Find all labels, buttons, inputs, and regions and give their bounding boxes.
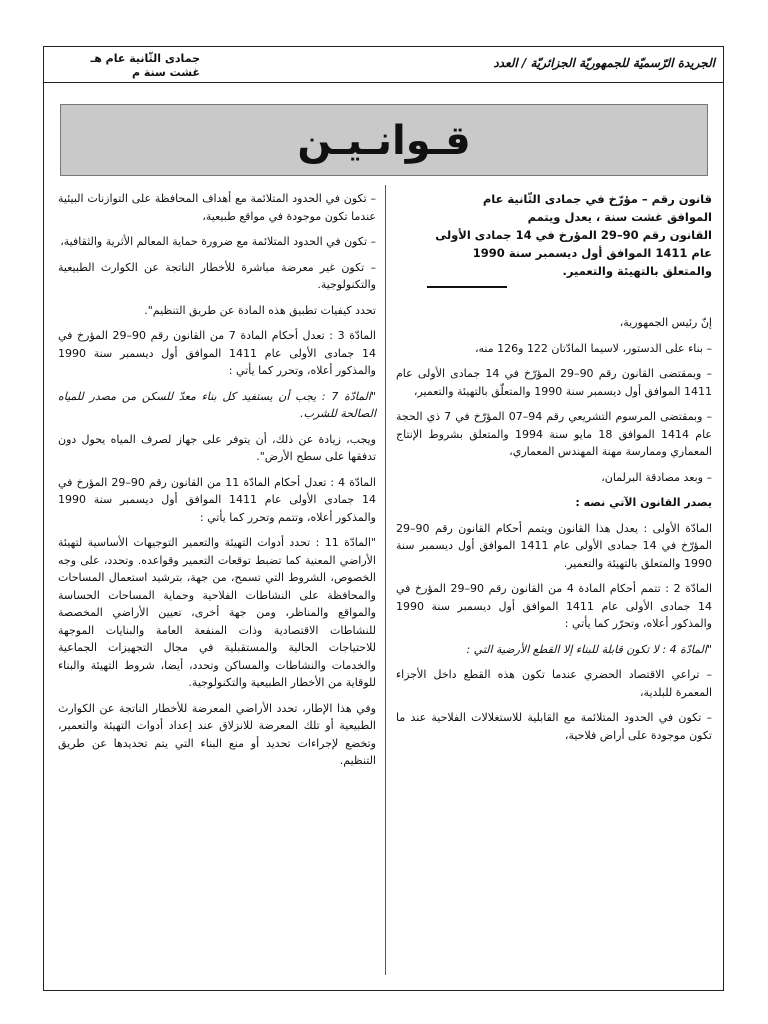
article-paragraph: – تكون غير معرضة مباشرة للأخطار الناتجة عن الكوارث الطبيعية والتكنولوجية.: [58, 260, 376, 291]
law-title: [396, 190, 712, 280]
law-title-line: والمتعلق بالتهيئة والتعمير.: [562, 264, 712, 278]
article-paragraph: المادّة 3 : تعدل أحكام المادة 7 من القانون رقم 90–29 المؤرخ في 14 جمادى الأولى عام 1411 الموافق أول ديسمبر سنة 1990 والمذكور أعلاه، وتحرر كما يأتي :: [58, 329, 376, 377]
law-title-line: عام 1411 الموافق أول ديسمبر سنة 1990: [472, 246, 712, 260]
preamble-line: – وبمقتضى المرسوم التشريعي رقم 94–07 المؤرّخ في 7 ذي الحجة عام 1414 الموافق 18 مايو سنة 1994 والمتعلق بشروط الإنتاج المعماري وممارسة مهنة المهندس المعماري،: [396, 410, 712, 458]
article-paragraph: المادّة الأولى : يعدل هذا القانون ويتمم أحكام القانون رقم 90–29 المؤرّخ في 14 جمادى الأولى عام 1411 الموافق أول ديسمبر سنة 1990 والمتعلق بالتهيئة والتعمير.: [396, 521, 712, 570]
header-date-hijri: جمادى الثّانية عام هـ: [90, 52, 200, 65]
section-banner: [60, 104, 708, 176]
column-divider: [385, 185, 386, 975]
article-paragraph: وفي هذا الإطار، تحدد الأراضي المعرضة للأخطار الناتجة عن الكوارث الطبيعية أو تلك المعرضة للانزلاق عند إعداد أدوات التهيئة والتعمير، وتخضع لإجراءات تحديد أو منع البناء التي يتم تحديدها عن طريق التنظيم.: [58, 701, 376, 767]
preamble-line: – بناء على الدستور، لاسيما المادّتان 122 و126 منه،: [474, 341, 712, 355]
header-date: [70, 52, 200, 80]
journal-title: الجريدة الرّسميّة للجمهوريّة الجزائريّة / العدد: [493, 56, 715, 70]
title-separator: [427, 286, 507, 288]
promulgation-line: يصدر القانون الآتي نصه :: [575, 496, 712, 509]
article-quote: "المادّة 4 : لا تكون قابلة للبناء إلا القطع الأرضية التي :: [466, 642, 712, 656]
preamble-line: إنّ رئيس الجمهورية،: [619, 316, 712, 329]
article-paragraph: – تكون في الحدود المتلائمة مع أهداف المحافظة على التوازنات البيئية عندما تكون موجودة في مواقع طبيعية،: [58, 192, 376, 223]
preamble-line: – وبعد مصادقة البرلمان،: [601, 470, 712, 484]
section-title: قـوانـيـن: [297, 118, 471, 164]
law-title-line: القانون رقم 90–29 المؤرخ في 14 جمادى الأولى: [435, 228, 712, 242]
article-paragraph: المادّة 2 : تتمم أحكام المادة 4 من القانون رقم 90–29 المؤرخ في 14 جمادى الأولى عام 1411 الموافق أول ديسمبر سنة 1990 والمذكور أعلاه، وتحرّر كما يأتي :: [396, 582, 712, 630]
article-paragraph: "المادّة 11 : تحدد أدوات التهيئة والتعمير التوجيهات الأساسية لتهيئة الأراضي المعنية كما تضبط توقعات التعمير وقواعده. وتحدد، على وجه الخصوص، الشروط التي تسمح، من جهة، بترشيد استعمال المساحات والمحافظة على النشاطات الفلاحية وحماية المساحات الحساسة والمواقع والمناظر، ومن جهة أخرى، تعيين الأراضي المخصصة للنشاطات الاقتصادية وذات المنفعة العامة والبنايات الموجهة للاحتياجات الحالية والمستقبلية في مجال التجهيزات الجماعية والخدمات والنشاطات والمساكن وتحدد، أيضا، شروط التهيئة والبناء للوقاية من الأخطار الطبيعية والتكنولوجية.: [58, 536, 376, 689]
header-rule: [43, 82, 724, 83]
article-paragraph: – تكون في الحدود المتلائمة مع ضرورة حماية المعالم الأثرية والثقافية،: [60, 235, 376, 248]
law-title-line: قانون رقم – مؤرّخ في جمادى الثّانية عام: [482, 192, 712, 206]
article-paragraph: تحدد كيفيات تطبيق هذه المادة عن طريق التنظيم".: [144, 303, 376, 317]
preamble-line: – وبمقتضى القانون رقم 90–29 المؤرّخ في 14 جمادى الأولى عام 1411 الموافق أول ديسمبر سنة 1990 والمتعلّق بالتهيئة والتعمير،: [396, 367, 712, 398]
header-date-gregorian: غشت سنة م: [131, 66, 200, 79]
left-column: [58, 190, 376, 778]
article-paragraph: – تكون في الحدود المتلائمة مع القابلية للاستغلالات الفلاحية عند ما تكون موجودة على أراض فلاحية،: [396, 711, 712, 742]
article-paragraph: المادّة 4 : تعدل أحكام المادّة 11 من القانون رقم 90–29 المؤرخ في 14 جمادى الأولى عام 1411 الموافق أول ديسمبر سنة 1990 والمذكور أعلاه، وتتمم وتحرر كما يأتي :: [58, 475, 376, 524]
article-paragraph: ويجب، زيادة عن ذلك، أن يتوفر على جهاز لصرف المياه يحول دون تدفقها على سطح الأرض".: [58, 432, 376, 463]
article-quote: "المادّة 7 : يجب أن يستفيد كل بناء معدّ للسكن من مصدر للمياه الصالحة للشرب.: [58, 389, 376, 420]
right-column: [396, 190, 712, 752]
article-paragraph: – تراعي الاقتصاد الحضري عندما تكون هذه القطع داخل الأجزاء المعمرة للبلدية،: [396, 668, 712, 699]
law-title-line: الموافق غشت سنة ، يعدل ويتمم: [527, 210, 712, 224]
